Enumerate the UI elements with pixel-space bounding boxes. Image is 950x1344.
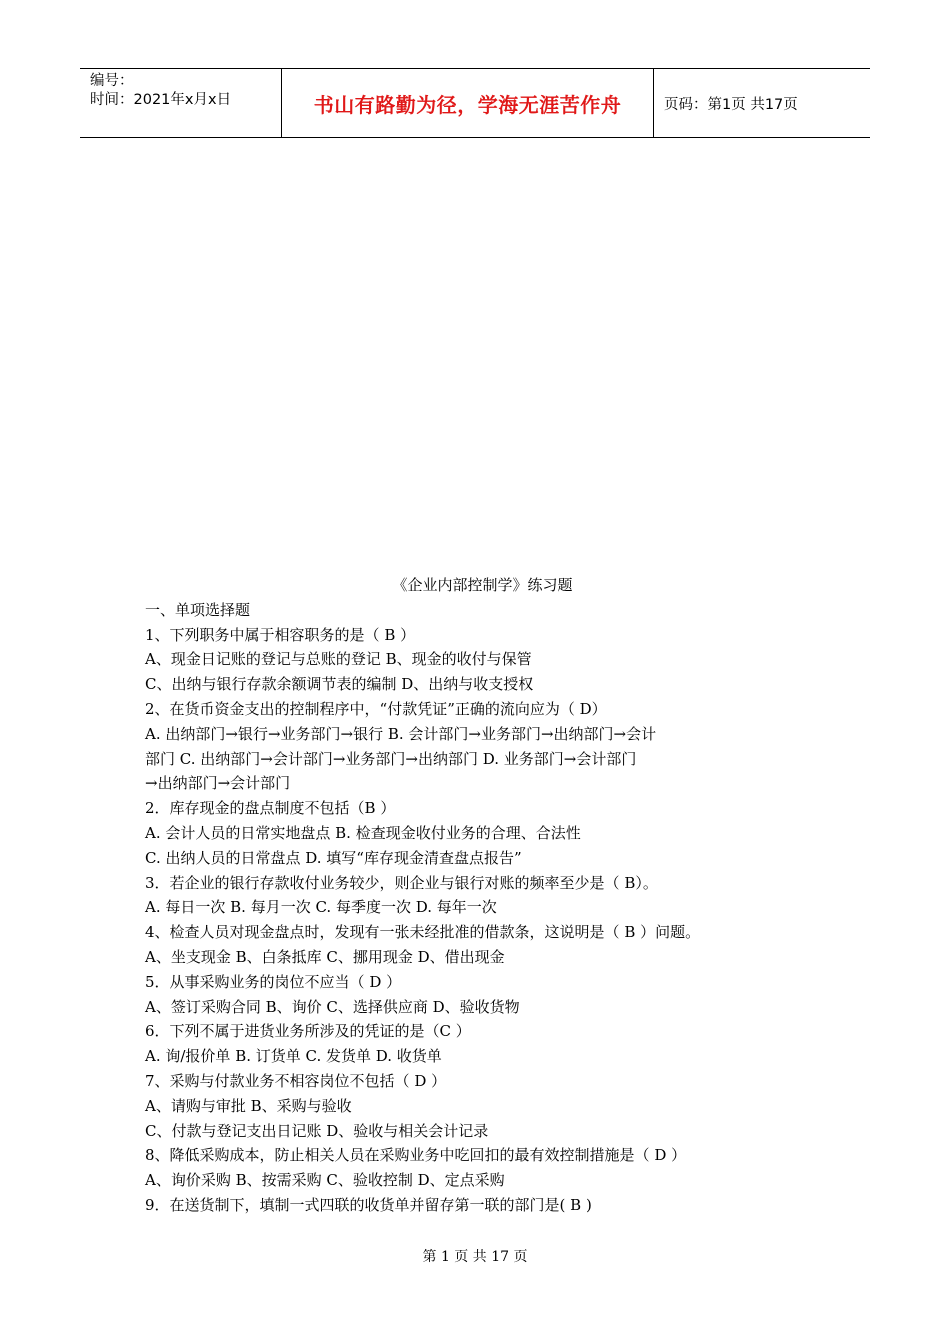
page-info: 页码：第1页 共17页 bbox=[664, 96, 798, 113]
option-line: A、坐支现金 B、白条抵库 C、挪用现金 D、借出现金 bbox=[145, 947, 505, 966]
option-line: →出纳部门→会计部门 bbox=[145, 774, 291, 793]
option-line: A. 每日一次 B. 每月一次 C. 每季度一次 D. 每年一次 bbox=[145, 898, 497, 917]
header-table bbox=[80, 68, 870, 138]
question-line: 9．在送货制下，填制一式四联的收货单并留存第一联的部门是( B ) bbox=[145, 1195, 592, 1214]
option-line: A、签订采购合同 B、询价 C、选择供应商 D、验收货物 bbox=[145, 997, 520, 1016]
question-line: 1、下列职务中属于相容职务的是（ B ） bbox=[145, 625, 416, 644]
question-line: 3．若企业的银行存款收付业务较少，则企业与银行对账的频率至少是（ B）。 bbox=[145, 873, 658, 892]
time-label: 时间：2021年x月x日 bbox=[90, 92, 232, 108]
question-line: 6．下列不属于进货业务所涉及的凭证的是（C ） bbox=[145, 1022, 471, 1041]
option-line: A. 出纳部门→银行→业务部门→银行 B. 会计部门→业务部门→出纳部门→会计 bbox=[145, 724, 657, 743]
option-line: 部门 C. 出纳部门→会计部门→业务部门→出纳部门 D. 业务部门→会计部门 bbox=[145, 749, 637, 768]
option-line: C、出纳与银行存款余额调节表的编制 D、出纳与收支授权 bbox=[145, 675, 534, 694]
header-page-cell bbox=[654, 69, 870, 137]
option-line: C、付款与登记支出日记账 D、验收与相关会计记录 bbox=[145, 1121, 489, 1140]
question-line: 4、检查人员对现金盘点时，发现有一张未经批准的借款条，这说明是（ B ）问题。 bbox=[145, 923, 701, 942]
question-line: 5．从事采购业务的岗位不应当（ D ） bbox=[145, 972, 402, 991]
option-line: C. 出纳人员的日常盘点 D. 填写“库存现金清查盘点报告” bbox=[145, 848, 522, 867]
option-line: A、现金日记账的登记与总账的登记 B、现金的收付与保管 bbox=[145, 650, 532, 669]
question-line: 2．库存现金的盘点制度不包括（B ） bbox=[145, 799, 396, 818]
motto-text: 书山有路勤为径，学海无涯苦作舟 bbox=[313, 92, 622, 117]
question-line: 2、在货币资金支出的控制程序中，“付款凭证”正确的流向应为（ D） bbox=[145, 699, 607, 718]
option-line: A. 会计人员的日常实地盘点 B. 检查现金收付业务的合理、合法性 bbox=[145, 823, 581, 842]
page-footer: 第 1 页 共 17 页 bbox=[422, 1249, 528, 1265]
document-body bbox=[145, 573, 820, 1218]
header-info-cell bbox=[80, 69, 282, 137]
question-line: 7、采购与付款业务不相容岗位不包括（ D ） bbox=[145, 1071, 447, 1090]
option-line: A. 询/报价单 B. 订货单 C. 发货单 D. 收货单 bbox=[145, 1047, 442, 1066]
section-heading: 一、单项选择题 bbox=[145, 600, 251, 619]
code-label: 编号： bbox=[90, 73, 134, 89]
option-line: A、请购与审批 B、采购与验收 bbox=[145, 1096, 352, 1115]
option-line: A、询价采购 B、按需采购 C、验收控制 D、定点采购 bbox=[145, 1171, 505, 1190]
header-motto-cell bbox=[282, 69, 654, 137]
question-line: 8、降低采购成本，防止相关人员在采购业务中吃回扣的最有效控制措施是（ D ） bbox=[145, 1146, 687, 1165]
document-title: 《企业内部控制学》练习题 bbox=[392, 576, 573, 594]
